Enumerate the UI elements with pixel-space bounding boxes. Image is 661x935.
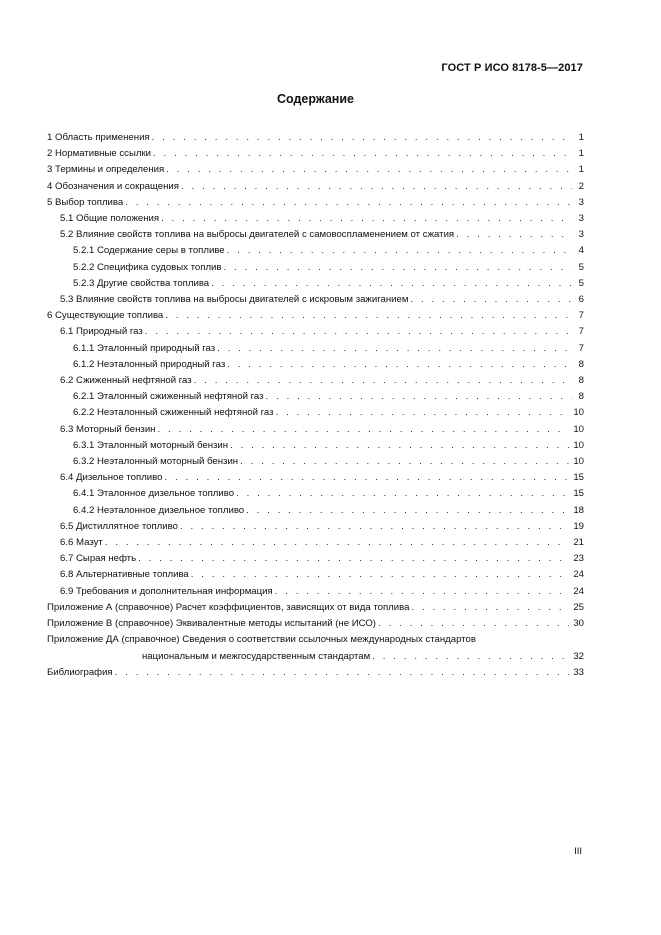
page-number: III [574,846,582,857]
toc-entry-label: 6.4 Дизельное топливо [60,472,163,484]
toc-entry-page: 7 [578,326,584,338]
toc-entry [47,357,584,373]
toc-entry-label: Приложение В (справочное) Эквивалентные методы испытаний (не ИСО) [47,618,376,630]
dot-leader [228,438,569,454]
toc-entry-annex-da [47,632,584,664]
toc-entry-label: 6.5 Дистиллятное топливо [60,520,178,532]
dot-leader [123,195,572,211]
toc-entry-page: 10 [573,456,584,468]
toc-entry-label: Приложение А (справочное) Расчет коэффициентов, зависящих от вида топлива [47,601,410,613]
dot-leader [215,341,572,357]
toc-entry-label: 5.2.2 Специфика судовых топлив [73,261,222,273]
toc-entry-page: 1 [578,132,584,143]
dot-leader [225,357,572,373]
toc-entry-page: 10 [573,423,584,435]
toc-entry-label: 5.2.3 Другие свойства топлива [73,277,210,289]
toc-entry-label: 2 Нормативные ссылки [47,148,152,160]
toc-entry-label: 5.2.1 Содержание серы в топливе [73,245,225,257]
dot-leader [234,486,569,502]
toc-entry-page: 30 [573,618,584,630]
toc-entry-page: 25 [573,601,584,613]
dot-leader [179,179,572,195]
toc-entry-label: 6.1 Природный газ [60,326,143,338]
dot-leader [376,616,569,632]
toc-entry-label: 6.2 Сжиженный нефтяной газ [60,375,192,387]
toc-entry-page: 18 [573,504,584,516]
toc-entry-label: 5 Выбор топлива [47,196,124,208]
dot-leader [103,535,570,551]
toc-entry-page: 15 [573,488,584,500]
dot-leader [225,243,572,259]
dot-leader [136,551,569,567]
toc-entry-label: 4 Обозначения и сокращения [47,180,179,192]
toc-entry [47,616,584,632]
toc-entry-page: 6 [578,294,584,306]
toc-entry-page: 7 [578,342,584,354]
toc-entry-page: 24 [573,569,584,581]
dot-leader [454,227,572,243]
toc-entry [47,146,584,162]
toc-entry [47,519,584,535]
toc-entry-page: 8 [578,391,584,403]
toc-entry [47,130,584,146]
toc-entry [47,227,584,243]
toc-entry [47,503,584,519]
toc-entry-label: 5.1 Общие положения [60,213,160,225]
toc-entry-label: 6.2.2 Неэталонный сжиженный нефтяной газ [73,407,274,419]
toc-entry-label: 6.3.1 Эталонный моторный бензин [73,439,229,451]
toc-entry [47,405,584,421]
toc-entry [47,162,584,178]
toc-entry-page: 21 [573,537,584,549]
dot-leader [238,454,569,470]
toc-entry-page: 3 [578,213,584,225]
toc-entry-label: 6.2.1 Эталонный сжиженный нефтяной газ [73,391,264,403]
toc-entry [47,292,584,308]
toc-entry-label: 5.2 Влияние свойств топлива на выбросы двигателей с самовоспламенением от сжатия [60,229,455,241]
toc-entry [47,324,584,340]
document-code: ГОСТ Р ИСО 8178-5—2017 [441,62,583,74]
toc-entry-label: национальным и межгосударственным стандартам [142,650,371,662]
toc-entry-label: 3 Термины и определения [47,164,165,176]
toc-entry [47,486,584,502]
dot-leader [209,276,572,292]
toc-entry-label: 6.8 Альтернативные топлива [60,569,189,581]
toc-entry-label: 6.1.2 Неэталонный природный газ [73,358,226,370]
dot-leader [163,308,572,324]
toc-entry [47,584,584,600]
dot-leader [151,146,572,162]
toc-entry-page: 5 [578,261,584,273]
toc-entry-label: Библиография [47,666,113,678]
dot-leader [150,130,572,146]
toc-entry-page: 1 [578,164,584,176]
toc-entry [47,179,584,195]
dot-leader [159,211,572,227]
toc-entry-label: Приложение ДА (справочное) Сведения о соответствии ссылочных международных стандартов [47,634,476,646]
toc-entry-page: 15 [573,472,584,484]
toc-entry-page: 1 [578,148,584,160]
toc-entry-page: 8 [578,375,584,387]
toc-entry-page: 4 [578,245,584,257]
toc-entry [47,551,584,567]
toc-entry [47,389,584,405]
dot-leader [163,470,570,486]
dot-leader [244,503,569,519]
toc-entry [47,470,584,486]
toc-entry-label: 6.7 Сырая нефть [60,553,137,565]
toc-entry-page: 33 [573,666,584,678]
toc-entry-bibliography [47,665,584,681]
toc-entry-label: 6.4.2 Неэталонное дизельное топливо [73,504,245,516]
toc-entry [47,373,584,389]
dot-leader [274,405,570,421]
toc-entry-page: 19 [573,520,584,532]
toc-entry-label: 1 Область применения [47,132,150,143]
toc-entry [47,600,584,616]
toc-entry [47,454,584,470]
toc-entry [47,260,584,276]
toc-entry-label: 6 Существующие топлива [47,310,164,322]
toc-entry [47,422,584,438]
toc-entry-label: 6.6 Мазут [60,537,103,549]
toc-entry-label: 6.9 Требования и дополнительная информация [60,585,273,597]
toc-entry-page: 8 [578,358,584,370]
dot-leader [113,665,570,681]
toc-entry-page: 3 [578,229,584,241]
toc-entry-page: 3 [578,196,584,208]
toc-entry-label: 6.3.2 Неэталонный моторный бензин [73,456,239,468]
toc-entry-label: 6.3 Моторный бензин [60,423,156,435]
dot-leader [273,584,570,600]
toc-entry [47,276,584,292]
dot-leader [178,519,569,535]
dot-leader [264,389,572,405]
toc-entry [47,535,584,551]
toc-entry-page: 5 [578,277,584,289]
dot-leader [370,649,569,665]
dot-leader [143,324,572,340]
dot-leader [189,567,570,583]
toc-entry [47,341,584,357]
dot-leader [164,162,572,178]
table-of-contents [47,130,584,681]
toc-title: Содержание [276,92,354,106]
toc-entry-page: 10 [573,407,584,419]
toc-entry-label: 6.1.1 Эталонный природный газ [73,342,216,354]
dot-leader [409,600,569,616]
dot-leader [408,292,572,308]
toc-entry-page: 2 [578,180,584,192]
toc-entry-page: 10 [573,439,584,451]
toc-entry-page: 24 [573,585,584,597]
toc-entry-label: 5.3 Влияние свойств топлива на выбросы двигателей с искровым зажиганием [60,294,409,306]
toc-entry [47,308,584,324]
toc-entry [47,438,584,454]
toc-entry [47,211,584,227]
dot-leader [155,422,569,438]
toc-entry-page: 32 [573,650,584,662]
toc-entry-page: 7 [578,310,584,322]
toc-entry-label: 6.4.1 Эталонное дизельное топливо [73,488,235,500]
dot-leader [192,373,572,389]
toc-entry [47,567,584,583]
toc-entry [47,195,584,211]
toc-entry [47,243,584,259]
dot-leader [222,260,572,276]
toc-entry-page: 23 [573,553,584,565]
